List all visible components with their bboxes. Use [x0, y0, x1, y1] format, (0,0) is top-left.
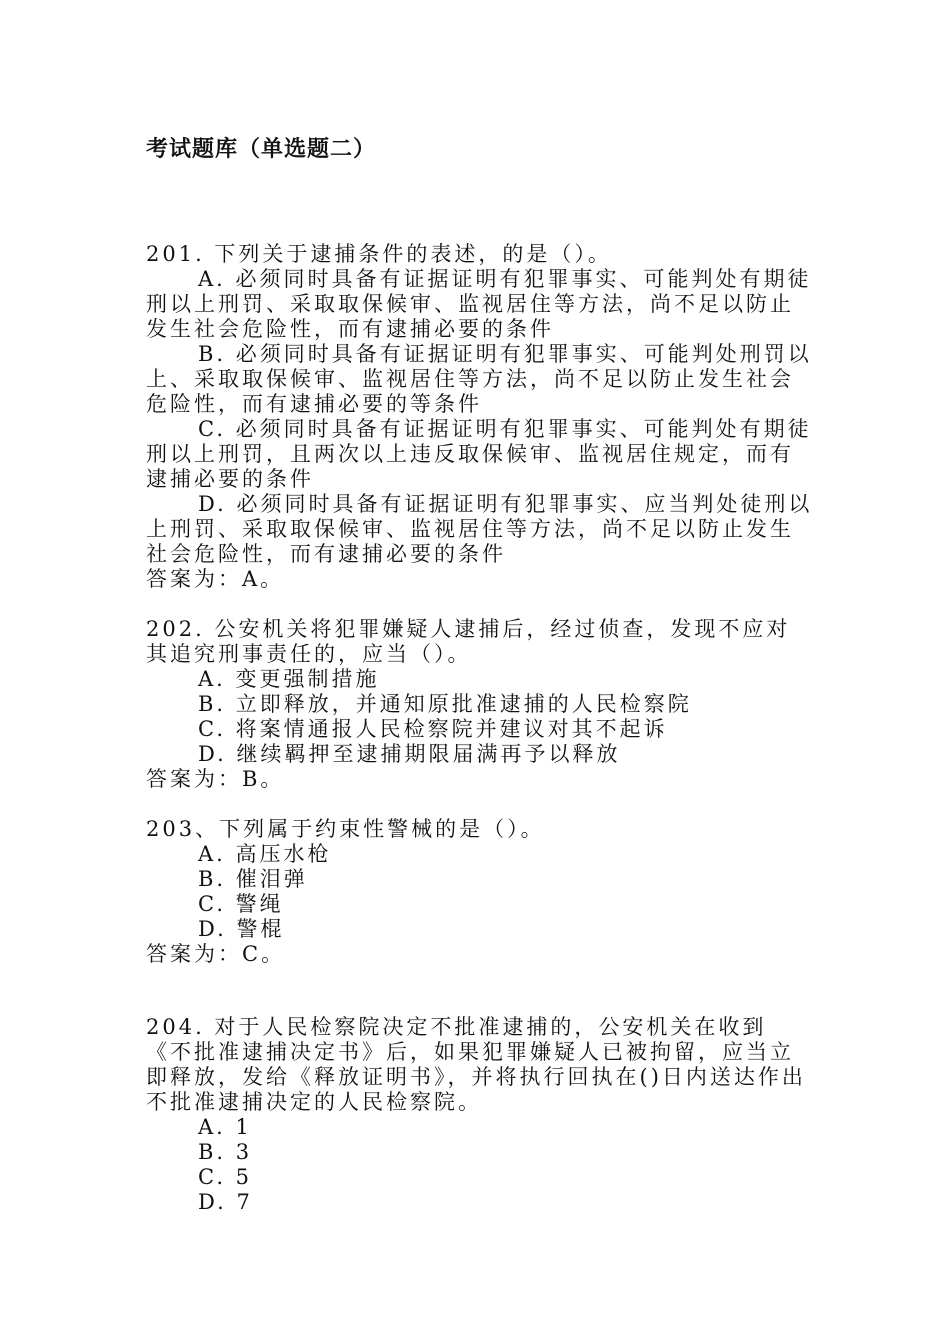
question-stem: 204. 对于人民检察院决定不批准逮捕的，公安机关在收到《不批准逮捕决定书》后，如果犯罪嫌疑人已被拘留，应当立即释放，发给《释放证明书》，并将执行回执在()日内送达作出不批准逮捕决定的人民检察院。 — [146, 1015, 806, 1114]
option-a: A. 高压水枪 — [198, 842, 332, 866]
option-a: A. 1 — [198, 1115, 252, 1139]
spacer — [146, 967, 814, 1015]
document-title: 考试题库（单选题二） — [146, 137, 377, 162]
question-stem: 203、下列属于约束性警械的是（）。 — [146, 817, 545, 841]
option-a: A. 必须同时具备有证据证明有犯罪事实、可能判处有期徒刑以上刑罚、采取取保候审、监视居住等方法，尚不足以防止发生社会危险性，而有逮捕必要的条件 — [146, 267, 812, 341]
option-c: C. 必须同时具备有证据证明有犯罪事实、可能判处有期徒刑以上刑罚，且两次以上违反取保候审、监视居住规定，而有逮捕必要的条件 — [146, 417, 812, 491]
option-d: D. 7 — [198, 1190, 253, 1214]
option-b: B. 立即释放，并通知原批准逮捕的人民检察院 — [198, 692, 692, 716]
answer-line: 答案为：A。 — [146, 567, 285, 591]
option-b: B. 催泪弹 — [198, 867, 308, 891]
question-201 — [146, 242, 814, 592]
option-d: D. 必须同时具备有证据证明有犯罪事实、应当判处徒刑以上刑罚、采取取保候审、监视居住等方法，尚不足以防止发生社会危险性，而有逮捕必要的条件 — [146, 492, 813, 566]
answer-line: 答案为：B。 — [146, 767, 285, 791]
answer-line: 答案为：C。 — [146, 942, 286, 966]
option-c: C. 将案情通报人民检察院并建议对其不起诉 — [198, 717, 668, 741]
spacer — [146, 792, 814, 817]
option-b: B. 3 — [198, 1140, 253, 1164]
question-203 — [146, 817, 814, 967]
spacer — [146, 592, 814, 617]
option-d: D. 警棍 — [198, 917, 285, 941]
question-204 — [146, 1015, 814, 1215]
option-c: C. 警绳 — [198, 892, 284, 916]
question-202 — [146, 617, 814, 792]
option-b: B. 必须同时具备有证据证明有犯罪事实、可能判处刑罚以上、采取取保候审、监视居住等方法，尚不足以防止发生社会危险性，而有逮捕必要的等条件 — [146, 342, 812, 416]
question-stem: 201. 下列关于逮捕条件的表述，的是（）。 — [146, 242, 612, 266]
option-d: D. 继续羁押至逮捕期限届满再予以释放 — [198, 742, 621, 766]
option-a: A. 变更强制措施 — [198, 667, 380, 691]
question-list — [146, 242, 814, 1215]
question-stem: 202. 公安机关将犯罪嫌疑人逮捕后，经过侦查，发现不应对其追究刑事责任的，应当（）。 — [146, 617, 791, 666]
option-c: C. 5 — [198, 1165, 253, 1189]
